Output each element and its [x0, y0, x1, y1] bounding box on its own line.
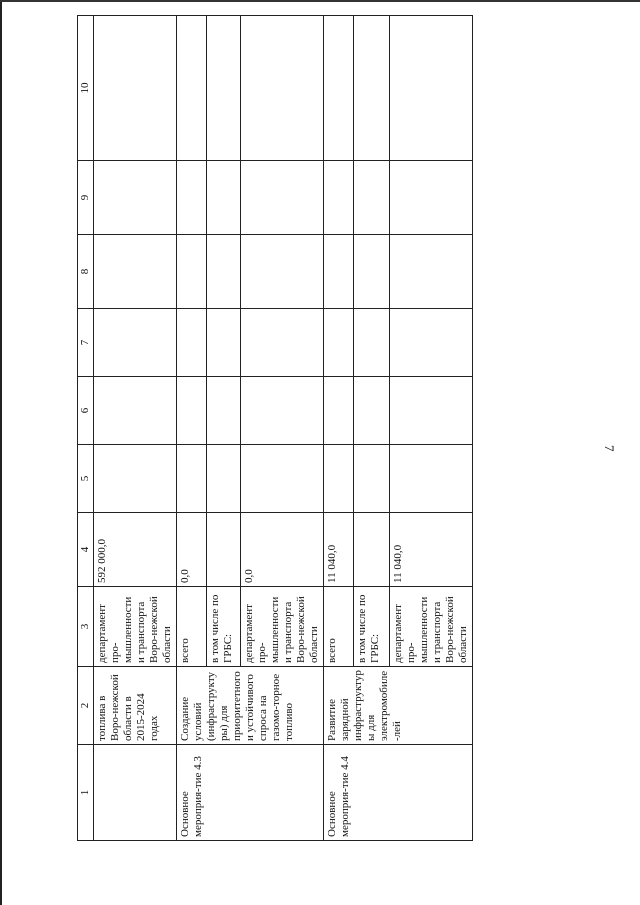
page-number: 7	[602, 445, 617, 452]
cell-measure: Развитие зарядной инфраструктуры для электромобиле-лей	[324, 667, 473, 745]
cell-executor: всего	[324, 587, 354, 667]
cell-empty	[324, 16, 354, 161]
cell-amount: 592 000,0	[94, 513, 177, 587]
cell-empty	[94, 16, 177, 161]
cell-empty	[177, 235, 207, 309]
cell-empty	[177, 16, 207, 161]
cell-amount: 0,0	[241, 513, 324, 587]
cell-empty	[94, 235, 177, 309]
cell-status	[94, 745, 177, 841]
column-number: 1	[78, 745, 94, 841]
cell-measure: топлива в Воро-нежской области в 2015-2024 годах	[94, 667, 177, 745]
cell-empty	[390, 377, 473, 445]
cell-empty	[177, 445, 207, 513]
cell-empty	[177, 377, 207, 445]
cell-empty	[354, 235, 390, 309]
cell-status: Основное мероприя-тие 4.3	[177, 745, 324, 841]
cell-empty	[241, 309, 324, 377]
table-row	[94, 16, 177, 841]
budget-table	[77, 15, 473, 841]
column-number: 10	[78, 16, 94, 161]
cell-empty	[207, 377, 241, 445]
cell-amount: 11 040,0	[390, 513, 473, 587]
column-number: 2	[78, 667, 94, 745]
cell-measure: Создание условий (инфраструктуры) для приоритетного и устойчивого спроса на газомо-торное топливо	[177, 667, 324, 745]
cell-status: Основное мероприя-тие 4.4	[324, 745, 473, 841]
cell-empty	[94, 377, 177, 445]
cell-amount	[207, 513, 241, 587]
cell-empty	[241, 161, 324, 235]
table-row	[177, 16, 207, 841]
cell-empty	[324, 309, 354, 377]
table-row	[324, 16, 354, 841]
cell-empty	[324, 377, 354, 445]
cell-empty	[354, 161, 390, 235]
cell-empty	[354, 445, 390, 513]
cell-empty	[241, 445, 324, 513]
cell-executor: всего	[177, 587, 207, 667]
column-number: 9	[78, 161, 94, 235]
cell-empty	[177, 309, 207, 377]
cell-empty	[390, 161, 473, 235]
column-number: 4	[78, 513, 94, 587]
cell-empty	[207, 235, 241, 309]
cell-executor: в том числе по ГРБС:	[207, 587, 241, 667]
column-number-row	[78, 16, 94, 841]
cell-empty	[354, 16, 390, 161]
column-number: 8	[78, 235, 94, 309]
column-number: 5	[78, 445, 94, 513]
scan-edge-top	[0, 0, 640, 2]
cell-empty	[207, 16, 241, 161]
rotated-table-wrapper	[77, 16, 587, 841]
cell-empty	[94, 445, 177, 513]
cell-executor: департамент про-мышленности и транспорта Воро-нежской области	[94, 587, 177, 667]
cell-empty	[390, 445, 473, 513]
cell-empty	[354, 377, 390, 445]
scan-edge-left	[0, 0, 2, 905]
cell-executor: департамент про-мышленности и транспорта Воро-нежской области	[241, 587, 324, 667]
cell-amount	[354, 513, 390, 587]
cell-amount: 11 040,0	[324, 513, 354, 587]
column-number: 3	[78, 587, 94, 667]
cell-empty	[241, 235, 324, 309]
column-number: 7	[78, 309, 94, 377]
cell-empty	[390, 235, 473, 309]
column-number: 6	[78, 377, 94, 445]
cell-executor: департамент про-мышленности и транспорта Воро-нежской области	[390, 587, 473, 667]
cell-empty	[241, 16, 324, 161]
cell-empty	[390, 309, 473, 377]
cell-empty	[354, 309, 390, 377]
cell-empty	[94, 161, 177, 235]
cell-empty	[324, 161, 354, 235]
cell-empty	[241, 377, 324, 445]
cell-empty	[324, 445, 354, 513]
cell-empty	[390, 16, 473, 161]
cell-empty	[94, 309, 177, 377]
cell-empty	[324, 235, 354, 309]
cell-empty	[207, 161, 241, 235]
cell-empty	[207, 445, 241, 513]
cell-executor: в том числе по ГРБС:	[354, 587, 390, 667]
cell-amount: 0,0	[177, 513, 207, 587]
cell-empty	[177, 161, 207, 235]
cell-empty	[207, 309, 241, 377]
